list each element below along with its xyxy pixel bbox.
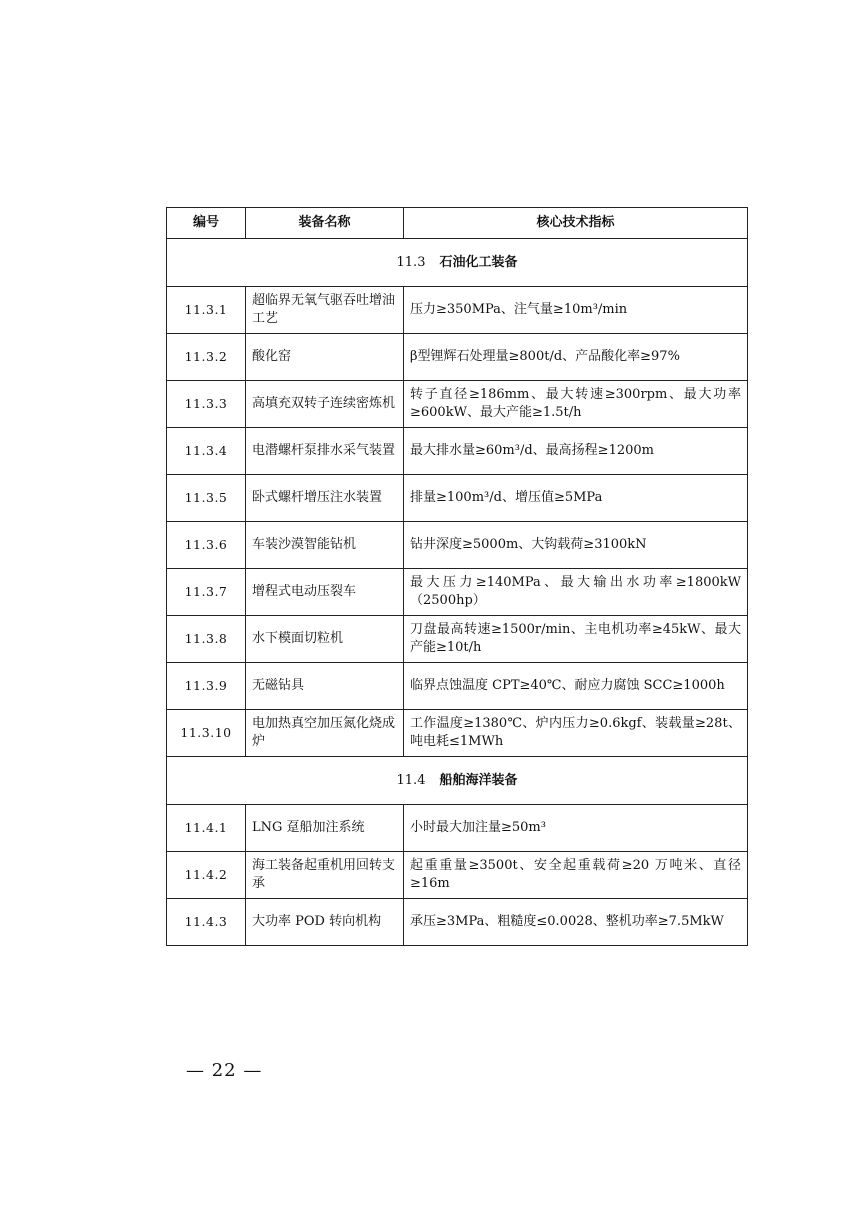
row-code: 11.3.10 bbox=[167, 710, 246, 757]
row-name: 高填充双转子连续密炼机 bbox=[246, 381, 404, 428]
table-row bbox=[167, 569, 748, 616]
header-name: 装备名称 bbox=[246, 208, 404, 239]
table-row bbox=[167, 852, 748, 899]
table-row bbox=[167, 616, 748, 663]
row-spec: 承压≥3MPa、粗糙度≤0.0028、整机功率≥7.5MkW bbox=[404, 899, 748, 946]
row-name: 车装沙漠智能钻机 bbox=[246, 522, 404, 569]
section-title: 船舶海洋装备 bbox=[439, 772, 518, 788]
section-number: 11.3 bbox=[396, 254, 426, 270]
row-name: 大功率 POD 转向机构 bbox=[246, 899, 404, 946]
table-row bbox=[167, 522, 748, 569]
row-code: 11.3.7 bbox=[167, 569, 246, 616]
row-name: LNG 趸船加注系统 bbox=[246, 805, 404, 852]
row-code: 11.3.2 bbox=[167, 334, 246, 381]
table-row bbox=[167, 805, 748, 852]
row-spec: 临界点蚀温度 CPT≥40℃、耐应力腐蚀 SCC≥1000h bbox=[404, 663, 748, 710]
table-row bbox=[167, 475, 748, 522]
header-code: 编号 bbox=[167, 208, 246, 239]
table-row bbox=[167, 381, 748, 428]
row-spec: 刀盘最高转速≥1500r/min、主电机功率≥45kW、最大产能≥10t/h bbox=[404, 616, 748, 663]
row-code: 11.3.8 bbox=[167, 616, 246, 663]
row-code: 11.4.1 bbox=[167, 805, 246, 852]
table-header-row bbox=[167, 208, 748, 239]
row-name: 增程式电动压裂车 bbox=[246, 569, 404, 616]
row-code: 11.3.1 bbox=[167, 287, 246, 334]
section-heading-row bbox=[167, 757, 748, 805]
row-name: 无磁钻具 bbox=[246, 663, 404, 710]
section-number: 11.4 bbox=[396, 772, 426, 788]
row-spec: β型锂辉石处理量≥800t/d、产品酸化率≥97% bbox=[404, 334, 748, 381]
table-row bbox=[167, 428, 748, 475]
table-row bbox=[167, 710, 748, 757]
header-spec: 核心技术指标 bbox=[404, 208, 748, 239]
equipment-table-container bbox=[166, 207, 747, 946]
table-row bbox=[167, 663, 748, 710]
row-code: 11.4.2 bbox=[167, 852, 246, 899]
section-heading-row bbox=[167, 239, 748, 287]
section-heading bbox=[167, 757, 748, 805]
table-row bbox=[167, 899, 748, 946]
table-row bbox=[167, 287, 748, 334]
row-spec: 小时最大加注量≥50m³ bbox=[404, 805, 748, 852]
row-code: 11.3.3 bbox=[167, 381, 246, 428]
table-row bbox=[167, 334, 748, 381]
row-spec: 排量≥100m³/d、增压值≥5MPa bbox=[404, 475, 748, 522]
row-name: 酸化窑 bbox=[246, 334, 404, 381]
row-name: 电加热真空加压氮化烧成炉 bbox=[246, 710, 404, 757]
row-code: 11.4.3 bbox=[167, 899, 246, 946]
row-spec: 压力≥350MPa、注气量≥10m³/min bbox=[404, 287, 748, 334]
row-name: 水下模面切粒机 bbox=[246, 616, 404, 663]
row-name: 超临界无氧气驱吞吐增油工艺 bbox=[246, 287, 404, 334]
row-spec: 工作温度≥1380℃、炉内压力≥0.6kgf、装载量≥28t、吨电耗≤1MWh bbox=[404, 710, 748, 757]
row-name: 卧式螺杆增压注水装置 bbox=[246, 475, 404, 522]
row-code: 11.3.6 bbox=[167, 522, 246, 569]
page-number: — 22 — bbox=[186, 1060, 263, 1081]
row-name: 电潜螺杆泵排水采气装置 bbox=[246, 428, 404, 475]
row-spec: 转子直径≥186mm、最大转速≥300rpm、最大功率≥600kW、最大产能≥1.5t/h bbox=[404, 381, 748, 428]
section-title: 石油化工装备 bbox=[439, 254, 518, 270]
row-spec: 钻井深度≥5000m、大钩载荷≥3100kN bbox=[404, 522, 748, 569]
row-name: 海工装备起重机用回转支承 bbox=[246, 852, 404, 899]
section-heading bbox=[167, 239, 748, 287]
row-code: 11.3.5 bbox=[167, 475, 246, 522]
equipment-table bbox=[166, 207, 748, 946]
row-spec: 起重重量≥3500t、安全起重载荷≥20 万吨米、直径≥16m bbox=[404, 852, 748, 899]
row-code: 11.3.9 bbox=[167, 663, 246, 710]
row-code: 11.3.4 bbox=[167, 428, 246, 475]
row-spec: 最大排水量≥60m³/d、最高扬程≥1200m bbox=[404, 428, 748, 475]
row-spec: 最大压力≥140MPa、最大输出水功率≥1800kW（2500hp） bbox=[404, 569, 748, 616]
